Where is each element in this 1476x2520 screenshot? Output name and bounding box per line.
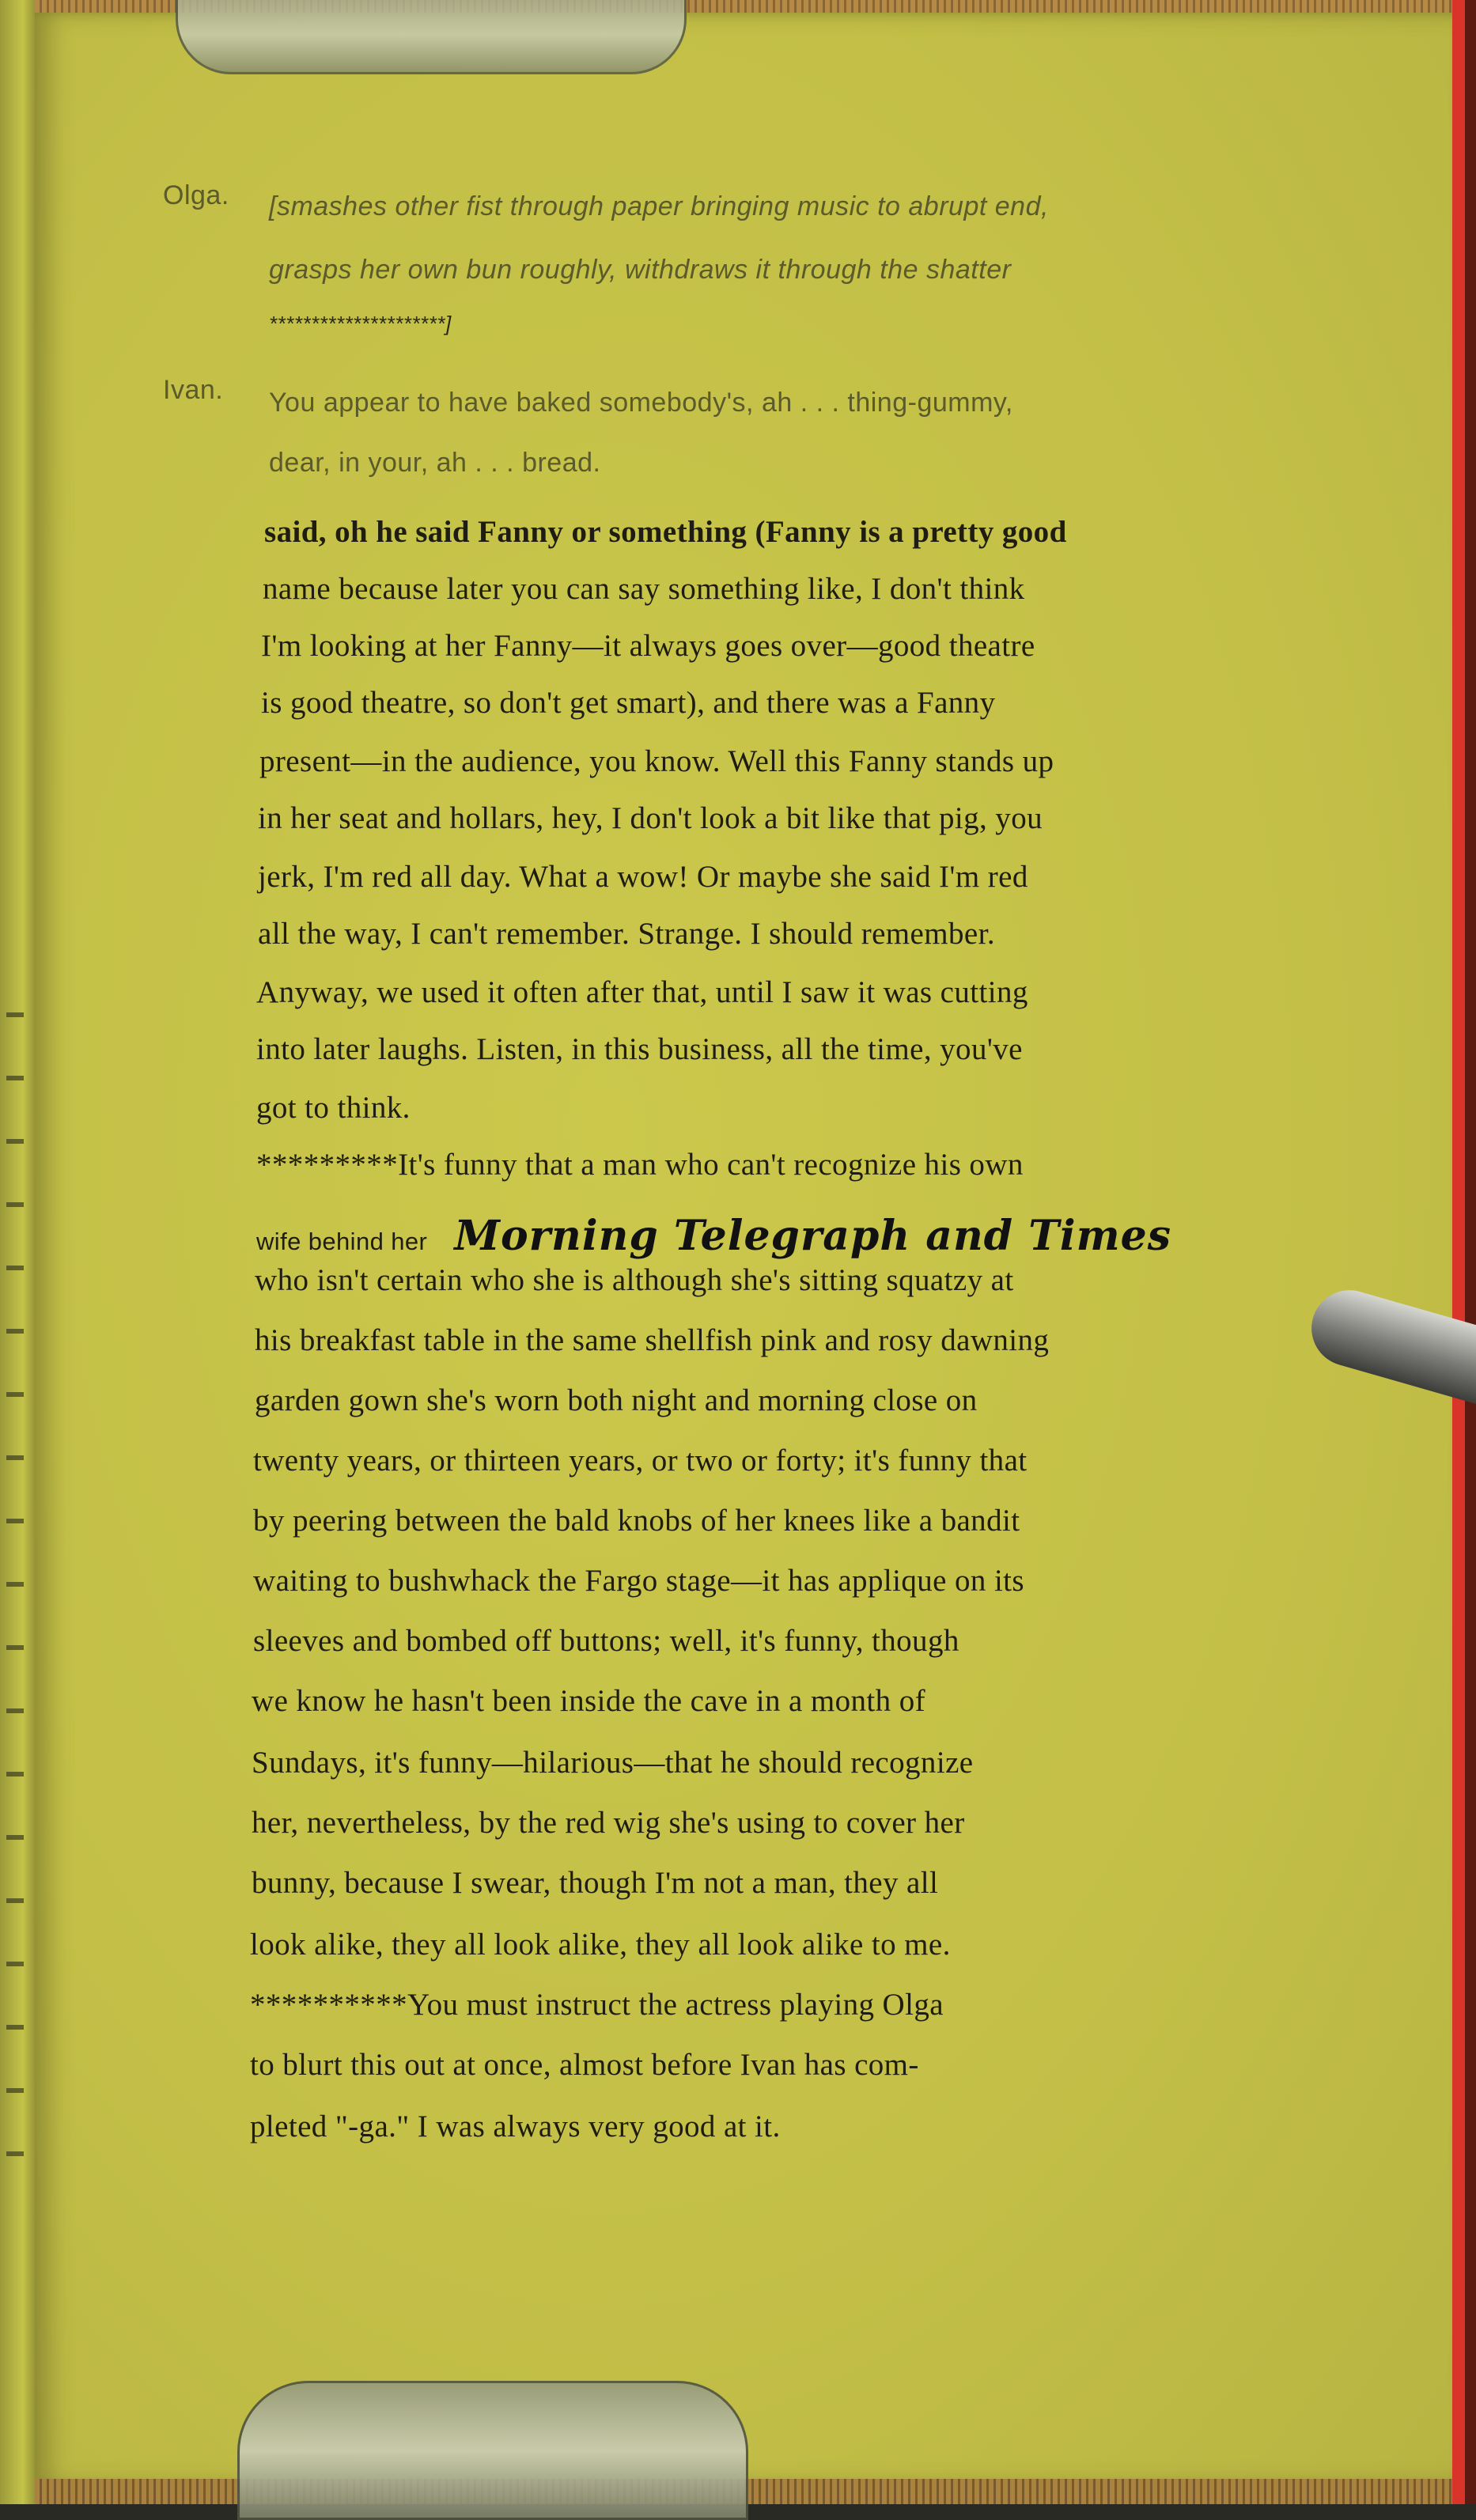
dialogue-line: dear, in your, ah . . . bread.: [269, 448, 601, 478]
stage-direction-line: [smashes other fist through paper bringing music to abrupt end,: [269, 191, 1049, 221]
footnote-line: *********It's funny that a man who can't recognize his own: [256, 1148, 1024, 1182]
footnote-line: name because later you can say something like, I don't think: [263, 572, 1025, 606]
footnote-line: is good theatre, so don't get smart), and there was a Fanny: [261, 686, 996, 720]
footnote-line: in her seat and hollars, hey, I don't look a bit like that pig, you: [258, 801, 1043, 835]
footnote-line: garden gown she's worn both night and morning close on: [255, 1383, 978, 1417]
footnote-line: present—in the audience, you know. Well this Fanny stands up: [259, 744, 1054, 778]
footnote-line: we know he hasn't been inside the cave in a month of: [252, 1684, 926, 1718]
footnote-line: all the way, I can't remember. Strange. I should remember.: [258, 917, 995, 951]
footnote-line: sleeves and bombed off buttons; well, it's funny, though: [253, 1624, 959, 1658]
footnote-line: his breakfast table in the same shellfish pink and rosy dawning: [255, 1323, 1050, 1357]
stage-direction-line: *********************]: [269, 312, 452, 335]
footnote-line: waiting to bushwhack the Fargo stage—it has applique on its: [253, 1564, 1024, 1598]
footnote-line: pleted "-ga." I was always very good at it.: [250, 2109, 781, 2144]
footnote-line: look alike, they all look alike, they all look alike to me.: [250, 1928, 951, 1962]
footnote-line: bunny, because I swear, though I'm not a man, they all: [252, 1866, 939, 1900]
footnote-line: got to think.: [256, 1091, 411, 1125]
footnote-line: her, nevertheless, by the red wig she's using to cover her: [252, 1806, 965, 1840]
stage-direction-line: grasps her own bun roughly, withdraws it through the shatter: [269, 255, 1012, 285]
footnote-line: Sundays, it's funny—hilarious—that he should recognize: [252, 1746, 974, 1780]
speaker-ivan: Ivan.: [163, 375, 224, 405]
wife-prefix: wife behind her: [256, 1228, 428, 1255]
footnote-line: I'm looking at her Fanny—it always goes over—good theatre: [261, 629, 1035, 663]
newspaper-title: Morning Telegraph and Times: [454, 1212, 1172, 1260]
footnote-line: jerk, I'm red all day. What a wow! Or maybe she said I'm red: [258, 860, 1028, 894]
footnote-line: into later laughs. Listen, in this business, all the time, you've: [256, 1032, 1023, 1066]
footnote-line: who isn't certain who she is although she's sitting squatzy at: [255, 1263, 1014, 1297]
footnote-line: Anyway, we used it often after that, until I saw it was cutting: [256, 975, 1028, 1009]
footnote-line: said, oh he said Fanny or something (Fanny is a pretty good: [264, 515, 1067, 549]
dialogue-line: You appear to have baked somebody's, ah . . . thing-gummy,: [269, 388, 1013, 418]
speaker-olga: Olga.: [163, 180, 229, 210]
footnote-line: to blurt this out at once, almost before Ivan has com-: [250, 2048, 919, 2082]
footnote-line: twenty years, or thirteen years, or two or forty; it's funny that: [253, 1444, 1028, 1478]
newspaper-line: [256, 1212, 1171, 1260]
footnote-line: **********You must instruct the actress playing Olga: [250, 1988, 944, 2022]
footnote-line: by peering between the bald knobs of her knees like a bandit: [253, 1504, 1020, 1538]
